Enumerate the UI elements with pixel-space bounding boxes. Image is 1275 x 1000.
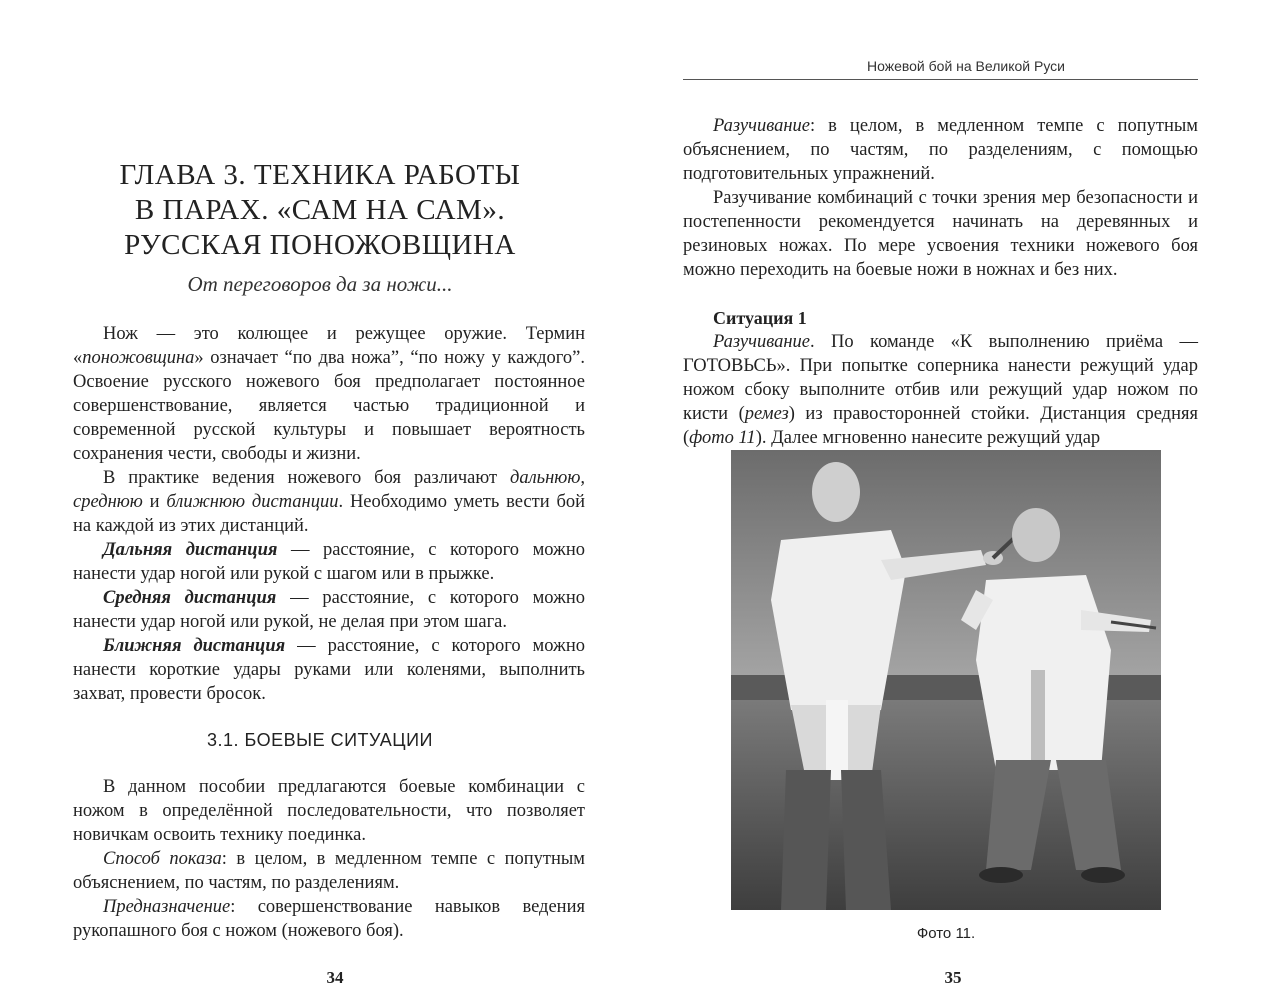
paragraph: Нож — это колющее и режущее оружие. Термин «поножовщина» означает “по два ножа”, “по ножу у каждого”. Освоение русского ножевого боя предполагает постоянное совершенствование, является частью традиционной и современной русской культуры и повышает вероятность сохранения чести, свободы и жизни. <box>73 324 585 464</box>
chapter-title <box>60 158 580 263</box>
paragraph: Ближняя дистанция — расстояние, с которого можно нанести короткие удары руками или коленями, выполнить захват, провести бросок. <box>73 636 585 704</box>
chapter-title-line: ГЛАВА 3. ТЕХНИКА РАБОТЫ <box>119 159 521 191</box>
page-number: 34 <box>326 968 344 987</box>
knife-fight-photo <box>731 450 1161 910</box>
paragraph: Разучивание. По команде «К выполнению приёма — ГОТОВЬСЬ». При попытке соперника нанести режущий удар ножом сбоку выполните отбив или режущий удар ножом по кисти (ремез) из правосторонней стойки. Дистанция средняя (фото 11). Далее мгновенно нанесите режущий удар <box>683 332 1199 448</box>
situation-heading: Ситуация 1 <box>713 308 807 328</box>
paragraph: Разучивание комбинаций с точки зрения мер безопасности и постепенности рекомендуется начинать на деревянных и резиновых ножах. По мере усвоения техники ножевого боя можно переходить на боевые ножи в ножнах и без них. <box>683 188 1198 280</box>
section-heading: 3.1. БОЕВЫЕ СИТУАЦИИ <box>207 730 433 750</box>
header-rule <box>683 79 1198 80</box>
photo-caption: Фото 11. <box>916 925 976 942</box>
paragraph: Средняя дистанция — расстояние, с которого можно нанести удар ногой или рукой, не делая при этом шага. <box>73 588 586 632</box>
left-body-top <box>73 322 585 706</box>
right-body-top <box>683 114 1198 282</box>
paragraph: Предназначение: совершенствование навыков ведения рукопашного боя с ножом (ножевого боя). <box>73 897 585 941</box>
epigraph: От переговоров да за ножи... <box>187 272 453 296</box>
right-body-situation <box>683 306 1198 450</box>
paragraph: Дальняя дистанция — расстояние, с которого можно нанести удар ногой или рукой с шагом или в прыжке. <box>73 540 585 584</box>
left-body-bottom <box>73 775 585 943</box>
paragraph: В практике ведения ножевого боя различают дальнюю, среднюю и ближнюю дистанции. Необходимо уметь вести бой на каждой из этих дистанций. <box>73 468 586 536</box>
chapter-title-line: РУССКАЯ ПОНОЖОВЩИНА <box>124 229 516 261</box>
paragraph: Разучивание: в целом, в медленном темпе с попутным объяснением, по частям, по разделениям, с помощью подготовительных упражнений. <box>683 116 1198 184</box>
photo <box>731 450 1161 910</box>
running-head: Ножевой бой на Великой Руси <box>866 58 1065 74</box>
page-number: 35 <box>944 968 962 987</box>
chapter-title-line: В ПАРАХ. «САМ НА САМ». <box>134 194 506 226</box>
right-page <box>638 0 1275 1000</box>
paragraph: В данном пособии предлагаются боевые комбинации с ножом в определённой последовательности, что позволяет новичкам освоить технику поединка. <box>73 777 585 845</box>
paragraph: Способ показа: в целом, в медленном темпе с попутным объяснением, по частям, по разделениям. <box>73 849 585 893</box>
